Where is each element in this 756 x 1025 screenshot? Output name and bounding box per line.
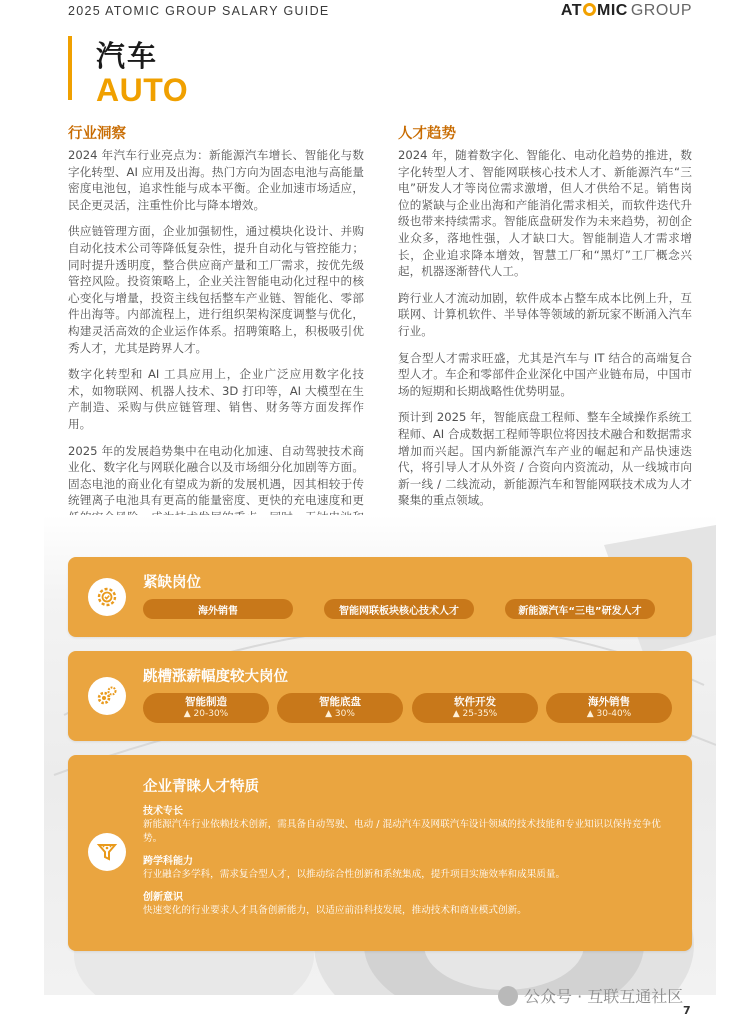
top-bar — [68, 4, 692, 20]
talent-trend-text — [398, 147, 692, 519]
funnel-icon — [88, 833, 126, 871]
page-title-cn: 汽车 — [96, 39, 159, 73]
trait-item — [143, 891, 663, 918]
trend-paragraph: 跨行业人才流动加剧，软件成本占整车成本比例上升，互联网、计算机软件、半导体等领域的新玩家不断涌入汽车行业。 — [398, 290, 692, 338]
insight-paragraph: 数字化转型和 AI 工具应用上，企业广泛应用数字化技术，如物联网、机器人技术、3D 打印等，AI 大模型在生产制造、采购与供应链管理、销售、财务等方面发挥作用。 — [68, 367, 364, 431]
logo-text-middle: MIC — [597, 2, 628, 19]
title-accent-bar — [68, 36, 72, 100]
insight-paragraph: 2024 年汽车行业亮点为：新能源汽车增长、智能化与数字化转型、AI 应用及出海。热门方向为固态电池与高能量密度电池包，追求性能与成本平衡。企业加速市场适应，民企更灵活，注重性价比与降本增效。 — [68, 148, 364, 212]
raise-position-name: 智能底盘 — [319, 696, 361, 708]
trait-heading: 跨学科能力 — [143, 856, 193, 867]
page-title-en: AUTO — [96, 72, 189, 108]
trait-heading: 技术专长 — [143, 806, 183, 817]
trait-description: 快速变化的行业要求人才具备创新能力，以适应前沿科技发展，推动技术和商业模式创新。 — [143, 905, 527, 916]
trend-paragraph: 2024 年，随着数字化、智能化、电动化趋势的推进，数字化转型人才、智能网联核心技术人才、新能源汽车“三电”研发人才等岗位需求激增，但人才供给不足。销售岗位的紧缺与企业出海和产能消化需求相关，而软件迭代升级也带来持续需求。智能底盘研发作为未来趋势，初创企业众多，落地性强，人才缺口大。智能制造人才需求增长，企业追求降本增效，智慧工厂和“黑灯”工厂概念兴起，机器逐渐替代人工。 — [398, 148, 692, 279]
trait-heading: 创新意识 — [143, 892, 183, 903]
scarce-pill: 新能源汽车“三电”研发人才 — [505, 599, 655, 619]
wechat-icon — [498, 986, 518, 1006]
raise-pill — [412, 693, 538, 723]
wechat-watermark — [498, 984, 683, 1007]
trait-description: 新能源汽车行业依赖技术创新，需具备自动驾驶、电动 / 混动汽车及网联汽车设计领域的技术技能和专业知识以保持竞争优势。 — [143, 819, 661, 844]
raise-pill — [143, 693, 269, 723]
insight-paragraph: 供应链管理方面，企业加强韧性，通过模块化设计、并购自动化技术公司等降低复杂性，提升自动化与管控能力；同时提升透明度，整合供应商产量和工厂需求，按优先级管控风险。投资策略上，企业关注智能电动化过程中的核心变化与增量，投资主线包括整车产业链、智能化、零部件出海等。内部流程上，进行组织架构深度调整与优化，构建灵活高效的企业运作体系。招聘策略上，积极吸引优秀人才，尤其是跨界人才。 — [68, 224, 364, 355]
trait-description: 行业融合多学科，需求复合型人才，以推动综合性创新和系统集成，提升项目实施效率和成果质量。 — [143, 869, 566, 880]
raise-pill — [546, 693, 672, 723]
talent-traits-card — [68, 755, 692, 951]
salary-raise-card — [68, 651, 692, 741]
scarce-positions-card — [68, 557, 692, 637]
raise-percentage: ▲ 20-30% — [183, 709, 229, 719]
scarce-pill: 海外销售 — [143, 599, 293, 619]
gear-heart-icon — [88, 578, 126, 616]
watermark-text: 公众号 · 互联互通社区 — [524, 987, 684, 1006]
raise-pill — [277, 693, 403, 723]
gears-icon — [88, 677, 126, 715]
insight-paragraph: 2025 年的发展趋势集中在电动化加速、自动驾驶技术商业化、数字化与网联化融合以及市场细分化加剧等方面。固态电池的商业化有望成为新的发展机遇，因其相较于传统锂离子电池具有更高的能量密度、更快的充电速度和更 — [68, 443, 364, 508]
raise-position-name: 海外销售 — [588, 696, 630, 708]
industry-insight-heading: 行业洞察 — [68, 126, 126, 142]
logo-text-group: GROUP — [630, 2, 692, 19]
trend-paragraph: 复合型人才需求旺盛，尤其是汽车与 IT 结合的高端复合型人才。车企和零部件企业深化中国产业链布局，中国市场的短期和长期战略性优势明显。 — [398, 350, 692, 398]
page-number: 7 — [683, 1004, 691, 1017]
trend-paragraph: 预计到 2025 年，智能底盘工程师、整车全域操作系统工程师、AI 合成数据工程师等职位将因技术融合和数据需求增加而兴起。国内新能源汽车产业的崛起和产品快速迭代，将引导人才从外资 / 合资向内资流动，从一线城市向新一线 / 二线流动，新能源汽车和智能网联技术成为人才聚集的重点领域。 — [398, 410, 692, 508]
raise-percentage: ▲ 30% — [325, 709, 355, 719]
salary-raise-title: 跳槽涨薪幅度较大岗位 — [143, 669, 288, 685]
scarce-positions-title: 紧缺岗位 — [143, 575, 201, 591]
raise-position-name: 软件开发 — [454, 696, 496, 708]
scarce-pill: 智能网联板块核心技术人才 — [324, 599, 474, 619]
trait-item — [143, 805, 663, 845]
talent-trend-heading: 人才趋势 — [398, 126, 456, 142]
raise-position-name: 智能制造 — [185, 696, 227, 708]
trait-item — [143, 855, 663, 882]
talent-traits-title: 企业青睐人才特质 — [143, 779, 259, 795]
guide-title: 2025 ATOMIC GROUP SALARY GUIDE — [68, 4, 330, 18]
logo-ring-icon — [583, 3, 596, 16]
raise-percentage: ▲ 30-40% — [586, 709, 632, 719]
raise-percentage: ▲ 25-35% — [452, 709, 498, 719]
logo-text-prefix: AT — [560, 2, 582, 19]
company-logo — [561, 2, 692, 20]
